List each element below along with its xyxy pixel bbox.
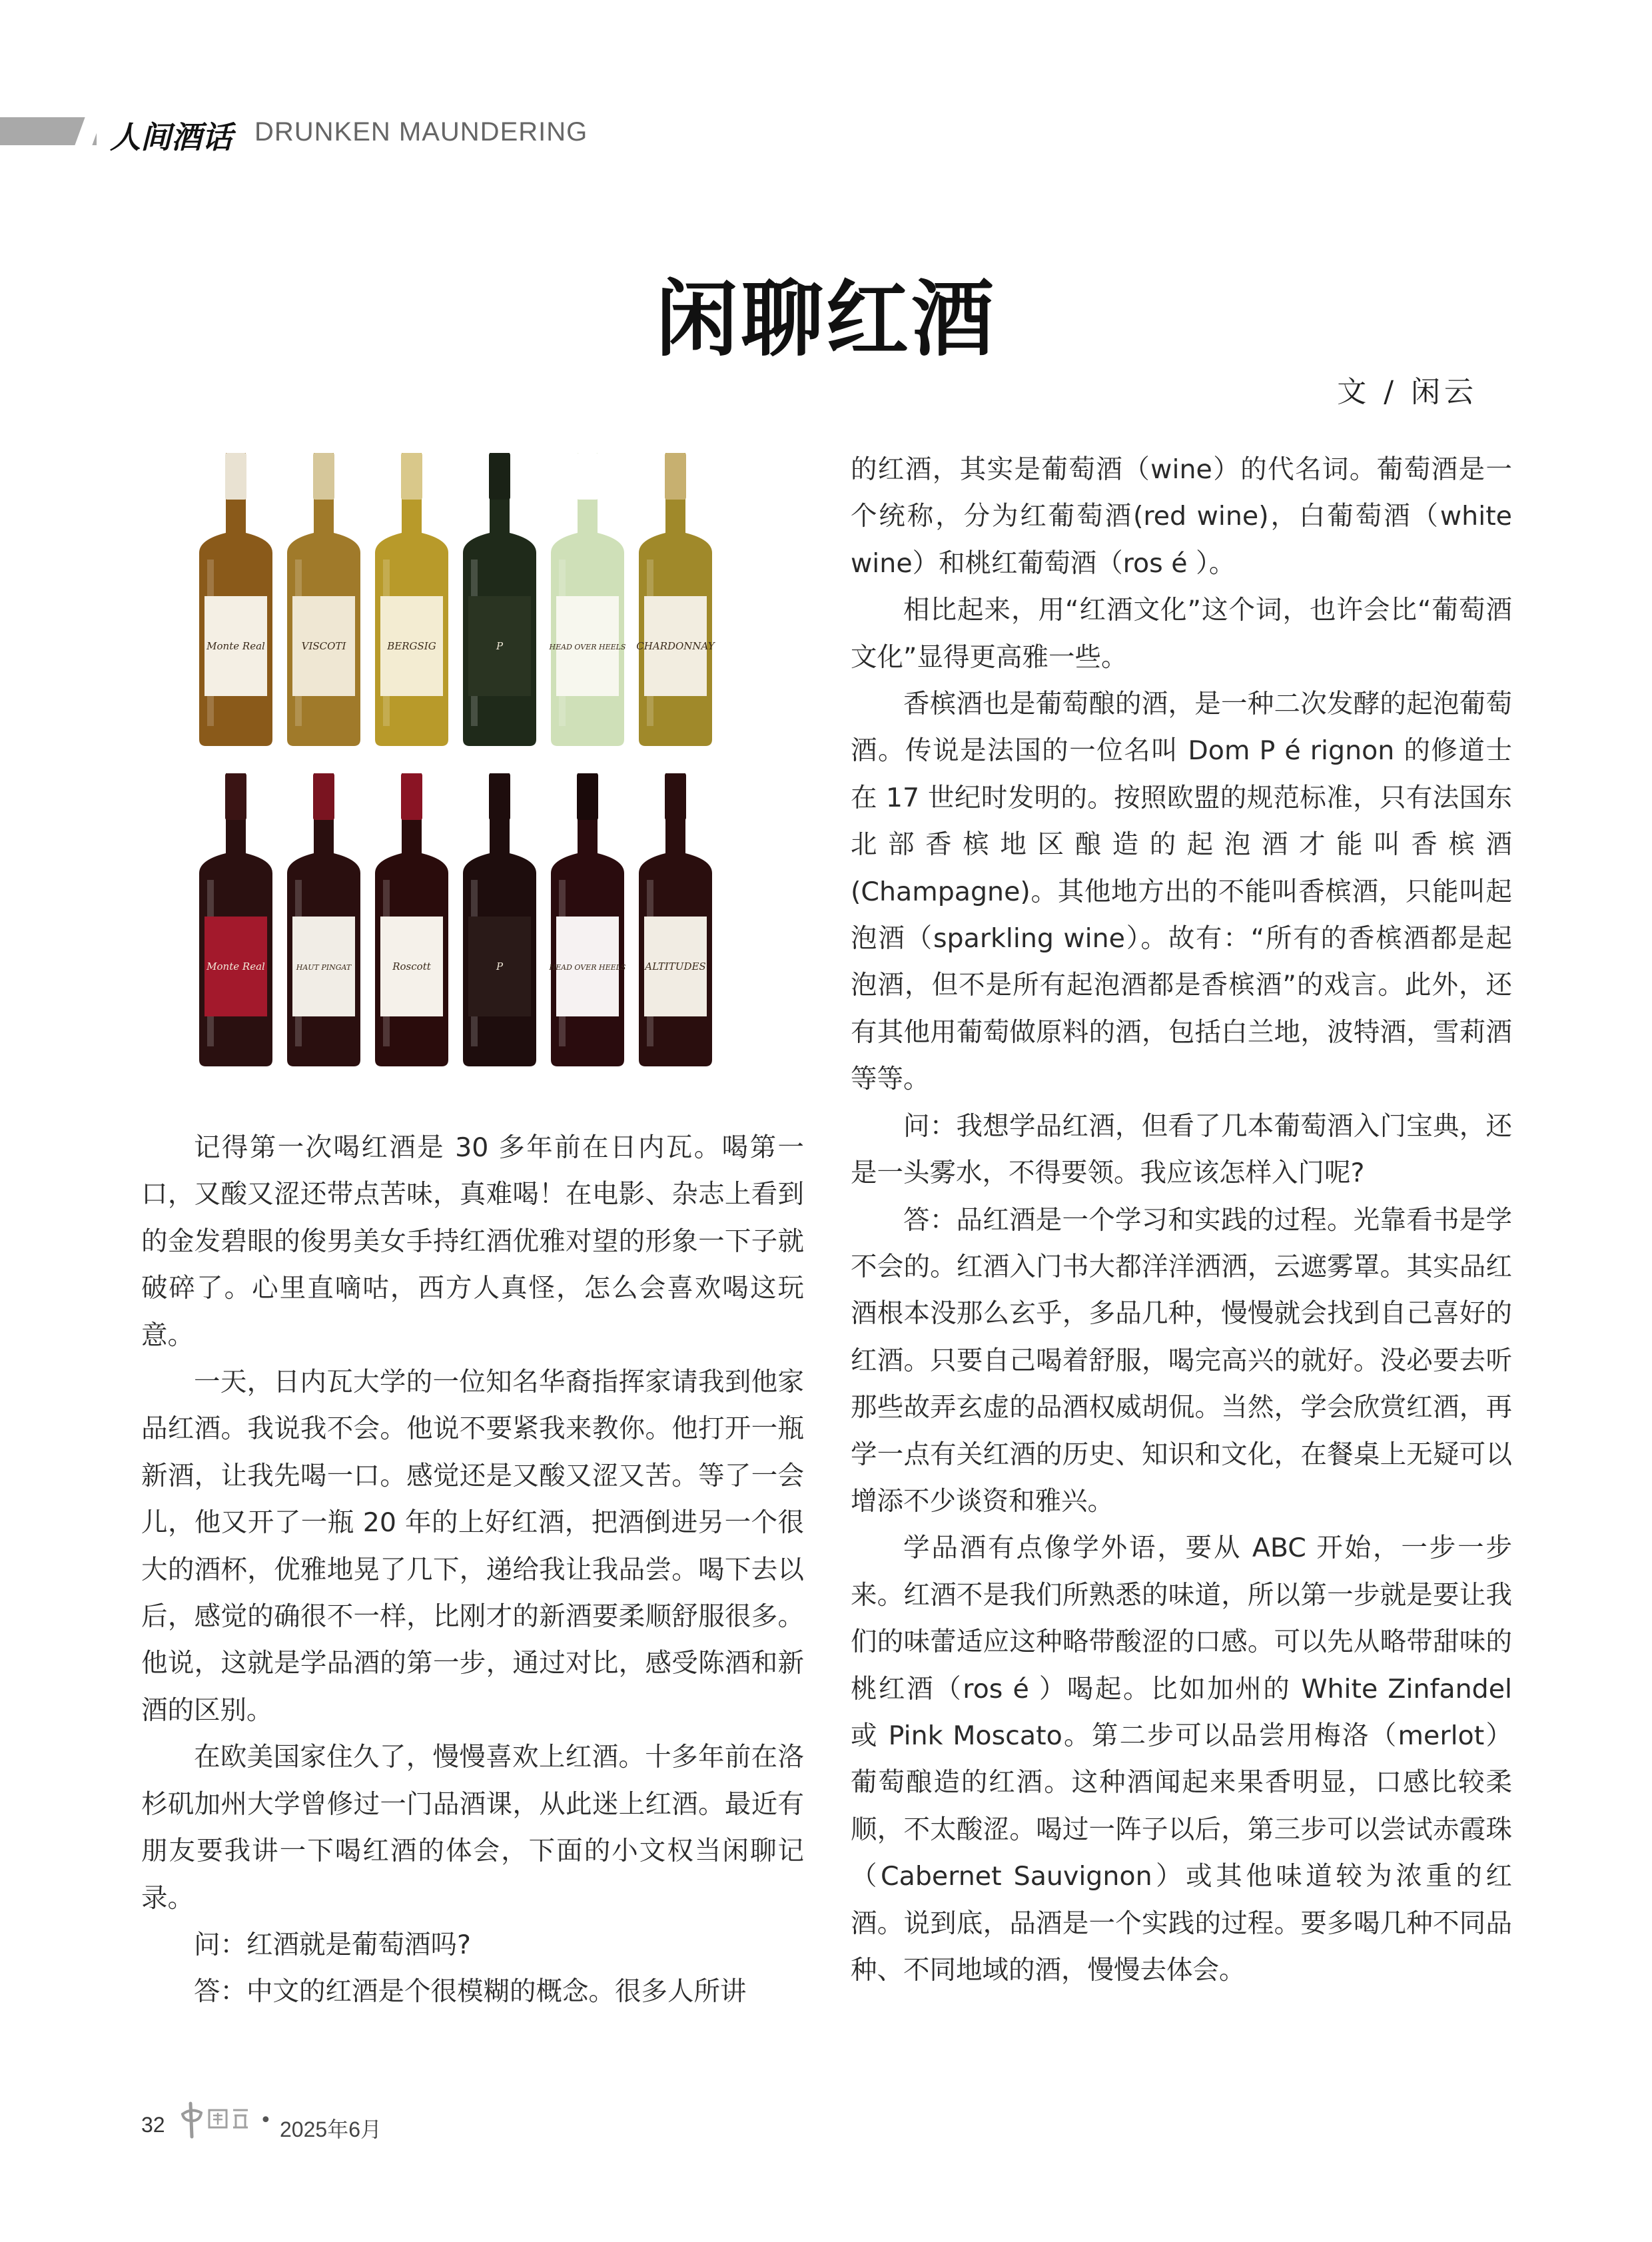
body-paragraph: 一天，日内瓦大学的一位知名华裔指挥家请我到他家品红酒。我说我不会。他说不要紧我来教你。他打开一瓶新酒，让我先喝一口。感觉还是又酸又涩又苦。等了一会儿，他又开了一瓶 20 年的上好红酒，把酒倒进另一个很大的酒杯，优雅地晃了几下，递给我让我品尝。喝下去以后，感觉的确很不一样，比刚才的新酒要柔顺舒服很多。他说，这就是学品酒的第一步，通过对比，感受陈酒和新酒的区别。 [141,1367,804,1726]
body-paragraph: 记得第一次喝红酒是 30 多年前在日内瓦。喝第一口，又酸又涩还带点苦味，真难喝！在电影、杂志上看到的金发碧眼的俊男美女手持红酒优雅对望的形象一下子就破碎了。心里直嘀咕，西方人真怪，怎么会喜欢喝这玩意。 [141,1132,804,1351]
body-paragraph: 的红酒，其实是葡萄酒（wine）的代名词。葡萄酒是一个统称，分为红葡萄酒(red wine)，白葡萄酒（white wine）和桃红葡萄酒（ros é ）。 [851,454,1512,579]
bottle-capsule [665,453,686,500]
wine-bottles-illustration [189,450,737,1100]
body-paragraph: 香槟酒也是葡萄酿的酒，是一种二次发酵的起泡葡萄酒。传说是法国的一位名叫 Dom P é rignon 的修道士在 17 世纪时发明的。按照欧盟的规范标准，只有法国东北部香槟地区酿造的起泡酒才能叫香槟酒(Champagne)。其他地方出的不能叫香槟酒，只能叫起泡酒（sparkling wine）。故有：“所有的香槟酒都是起泡酒，但不是所有起泡酒都是香槟酒”的戏言。此外，还有其他用葡萄做原料的酒，包括白兰地，波特酒，雪莉酒等等。 [851,689,1512,1095]
body-paragraph: 相比起来，用“红酒文化”这个词，也许会比“葡萄酒文化”显得更高雅一些。 [851,595,1512,673]
issue-date: 2025年6月 [280,2117,382,2141]
bottle-capsule [577,773,598,820]
bottle-label-text: HEAD OVER HEELS [549,963,626,972]
article-byline: 文 / 闲云 [1337,375,1477,409]
body-paragraph: 学品酒有点像学外语，要从 ABC 开始，一步一步来。红酒不是我们所熟悉的味道，所以第一步就是要让我们的味蕾适应这种略带酸涩的口感。可以先从略带甜味的桃红酒（ros é ）喝起。比如加州的 White Zinfandel 或 Pink Moscato。第二步可以品尝用梅洛（merlot）葡萄酿造的红酒。这种酒闻起来果香明显，口感比较柔顺，不太酸涩。喝过一阵子以后，第三步可以尝试赤霞珠（Cabernet Sauvignon）或其他味道较为浓重的红酒。说到底，品酒是一个实践的过程。要多喝几种不同品种、不同地域的酒，慢慢去体会。 [851,1533,1512,1986]
section-title-en: DRUNKEN MAUNDERING [254,117,588,147]
body-paragraph: 答：中文的红酒是个很模糊的概念。很多人所讲 [194,1976,747,2008]
bottle-label-text: Monte Real [206,960,265,972]
bottle-capsule [313,453,334,500]
bottle-capsule [225,773,246,820]
bottle-capsule [313,773,334,820]
bottle-label-text: HEAD OVER HEELS [549,643,626,651]
left-column [141,1124,804,2016]
body-paragraph: 问：红酒就是葡萄酒吗? [194,1929,471,1960]
bottle-label-text: P [496,960,504,972]
magazine-logo-mark [179,2098,255,2141]
bottle-capsule [401,453,422,500]
bottle-capsule [225,453,246,500]
body-paragraph: 在欧美国家住久了，慢慢喜欢上红酒。十多年前在洛杉矶加州大学曾修过一门品酒课，从此迷上红酒。最近有朋友要我讲一下喝红酒的体会，下面的小文权当闲聊记录。 [141,1742,804,1914]
bottle-label-text: Roscott [392,960,431,972]
body-paragraph: 答：品红酒是一个学习和实践的过程。光靠看书是学不会的。红酒入门书大都洋洋洒洒，云遮雾罩。其实品红酒根本没那么玄乎，多品几种，慢慢就会找到自己喜好的红酒。只要自己喝着舒服，喝完高兴的就好。没必要去听那些故弄玄虚的品酒权威胡侃。当然，学会欣赏红酒，再学一点有关红酒的历史、知识和文化，在餐桌上无疑可以增添不少谈资和雅兴。 [851,1204,1512,1517]
bottle-capsule [489,773,510,820]
body-paragraph: 问：我想学品红酒，但看了几本葡萄酒入门宝典，还是一头雾水，不得要领。我应该怎样入门呢? [851,1110,1512,1189]
bottle-capsule [665,773,686,820]
article-title: 闲聊红酒 [655,271,997,368]
right-column [851,446,1512,1994]
bottle-capsule [577,453,598,500]
wine-bottles-photo [189,450,737,1100]
section-title-cn: 人间酒话 [110,119,232,155]
bottle-label-text: BERGSIG [387,640,436,652]
bottle-label-text: Monte Real [206,640,265,652]
bottle-capsule [489,453,510,500]
bottle-label-text: HAUT PINGAT [296,963,352,972]
bottle-label-text: VISCOTI [301,640,346,652]
footer-separator: • [260,2109,272,2132]
magazine-logo [179,2098,255,2143]
bottle-label-text: P [496,640,504,652]
bottle-label-text: ALTITUDES [645,960,706,972]
bottle-capsule [401,773,422,820]
page-number: 32 [141,2113,165,2137]
bottle-label-text: CHARDONNAY [636,640,715,652]
